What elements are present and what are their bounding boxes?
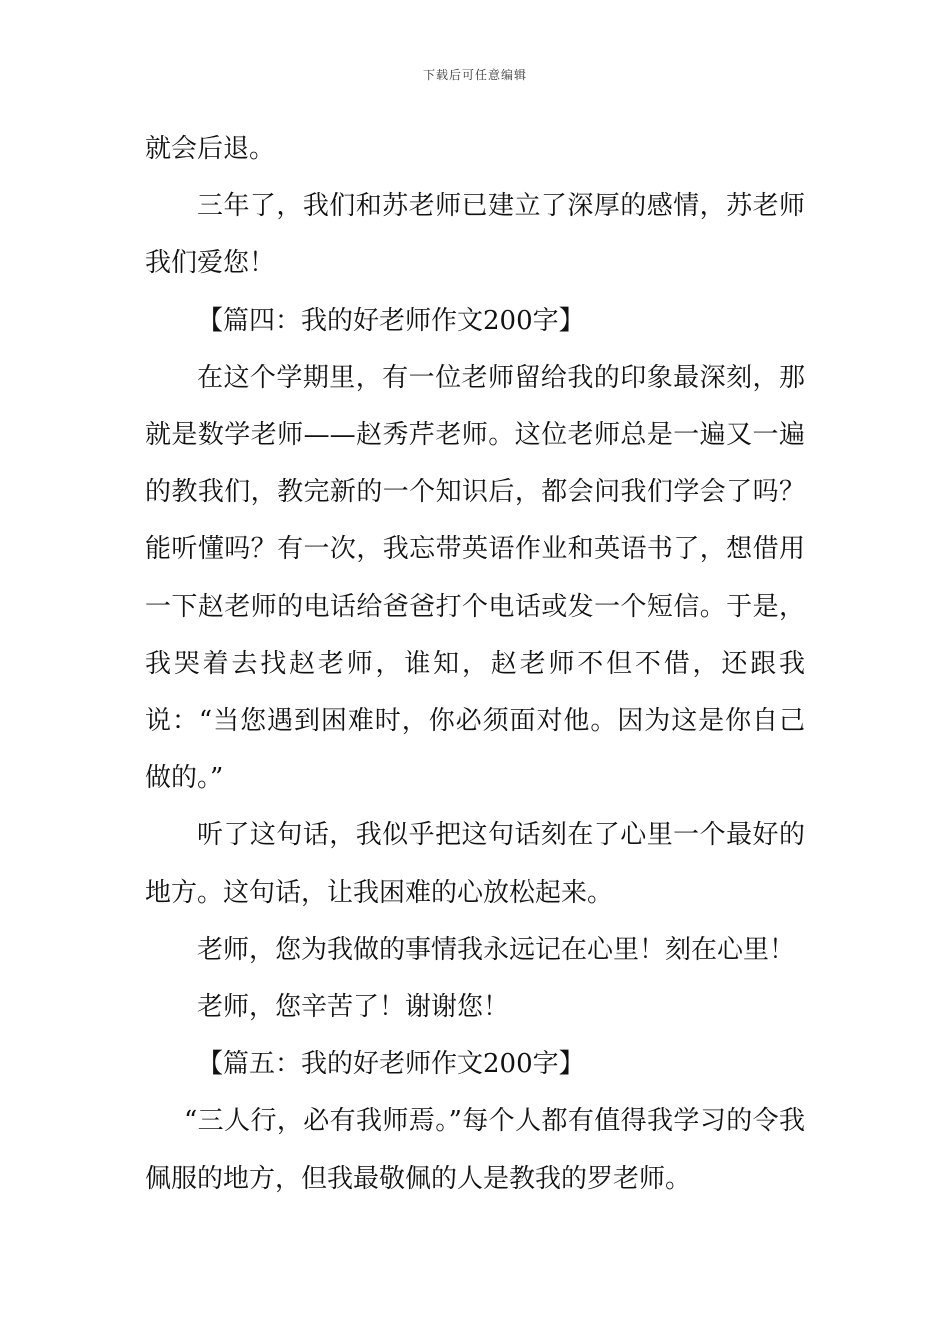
section-heading-5: 【篇五：我的好老师作文200字】 <box>197 1049 585 1080</box>
document-body <box>145 121 805 1208</box>
paragraph-6: 老师，您辛苦了！谢谢您！ <box>197 992 510 1023</box>
section-heading-4: 【篇四：我的好老师作文200字】 <box>197 305 585 336</box>
paragraph-2: 三年了，我们和苏老师已建立了深厚的感情，苏老师我们爱您！ <box>145 191 805 279</box>
paragraph-4: 听了这句话，我似乎把这句话刻在了心里一个最好的地方。这句话，让我困难的心放松起来。 <box>145 820 805 908</box>
paragraph-3: 在这个学期里，有一位老师留给我的印象最深刻，那就是数学老师——赵秀芹老师。这位老师总是一遍又一遍的教我们，教完新的一个知识后，都会问我们学会了吗？能听懂吗？有一次，我忘带英语作业和英语书了，想借用一下赵老师的电话给爸爸打个电话或发一个短信。于是，我哭着去找赵老师，谁知，赵老师不但不借，还跟我说：“当您遇到困难时，你必须面对他。因为这是你自己做的。” <box>145 362 805 794</box>
paragraph-5: 老师，您为我做的事情我永远记在心里！刻在心里！ <box>197 934 796 965</box>
page-header: 下载后可任意编辑 <box>422 68 527 82</box>
paragraph-7: “三人行，必有我师焉。”每个人都有值得我学习的令我佩服的地方，但我最敬佩的人是教我的罗老师。 <box>145 1106 805 1194</box>
paragraph-1: 就会后退。 <box>145 134 276 164</box>
